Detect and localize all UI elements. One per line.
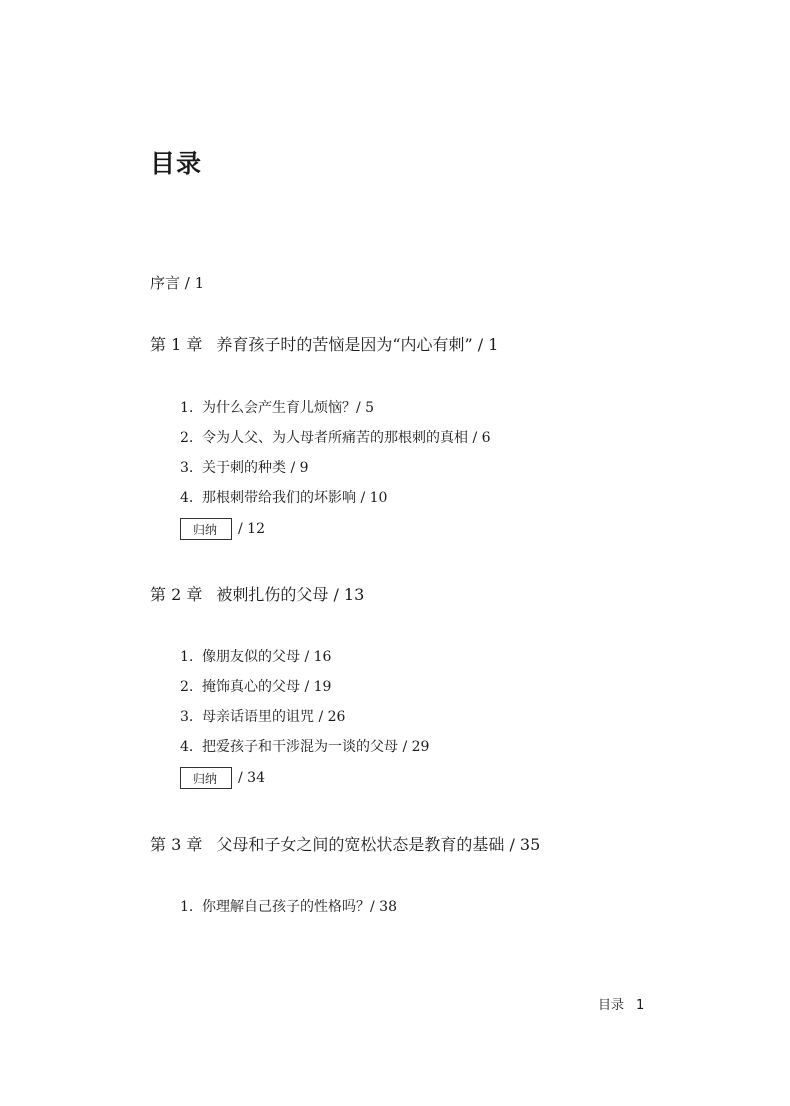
page-footer xyxy=(598,994,644,1013)
list-item[interactable]: 2. 令为人父、为人母者所痛苦的那根刺的真相 / 6 xyxy=(180,430,491,446)
chapter-number: 第 3 章 xyxy=(150,835,203,854)
preface-entry[interactable]: 序言 / 1 xyxy=(150,274,205,292)
chapter-1-heading[interactable] xyxy=(150,332,498,355)
footer-page-number: 1 xyxy=(636,998,645,1013)
footer-label: 目录 xyxy=(598,998,625,1013)
list-item[interactable]: 3. 关于刺的种类 / 9 xyxy=(180,460,309,476)
summary-page: / 12 xyxy=(238,521,265,537)
list-item[interactable]: 2. 掩饰真心的父母 / 19 xyxy=(180,679,332,695)
list-item[interactable]: 4. 把爱孩子和干涉混为一谈的父母 / 29 xyxy=(180,739,430,755)
list-item[interactable]: 1. 为什么会产生育儿烦恼？/ 5 xyxy=(180,400,375,416)
summary-entry[interactable] xyxy=(180,518,265,540)
list-item[interactable]: 4. 那根刺带给我们的坏影响 / 10 xyxy=(180,490,388,506)
summary-label-box: 归纳 xyxy=(180,518,232,540)
chapter-3-heading[interactable] xyxy=(150,832,540,855)
chapter-number: 第 1 章 xyxy=(150,335,203,354)
list-item[interactable]: 3. 母亲话语里的诅咒 / 26 xyxy=(180,709,346,725)
chapter-title: 父母和子女之间的宽松状态是教育的基础 / 35 xyxy=(216,835,541,854)
list-item[interactable]: 1. 你理解自己孩子的性格吗？/ 38 xyxy=(180,899,397,915)
summary-entry[interactable] xyxy=(180,767,265,789)
chapter-title: 养育孩子时的苦恼是因为“内心有刺” / 1 xyxy=(216,335,499,354)
chapter-title: 被刺扎伤的父母 / 13 xyxy=(216,585,365,604)
chapter-number: 第 2 章 xyxy=(150,585,203,604)
summary-page: / 34 xyxy=(238,770,265,786)
page-title: 目录 xyxy=(150,149,203,178)
summary-label-box: 归纳 xyxy=(180,767,232,789)
chapter-2-heading[interactable] xyxy=(150,582,364,605)
list-item[interactable]: 1. 像朋友似的父母 / 16 xyxy=(180,649,332,665)
